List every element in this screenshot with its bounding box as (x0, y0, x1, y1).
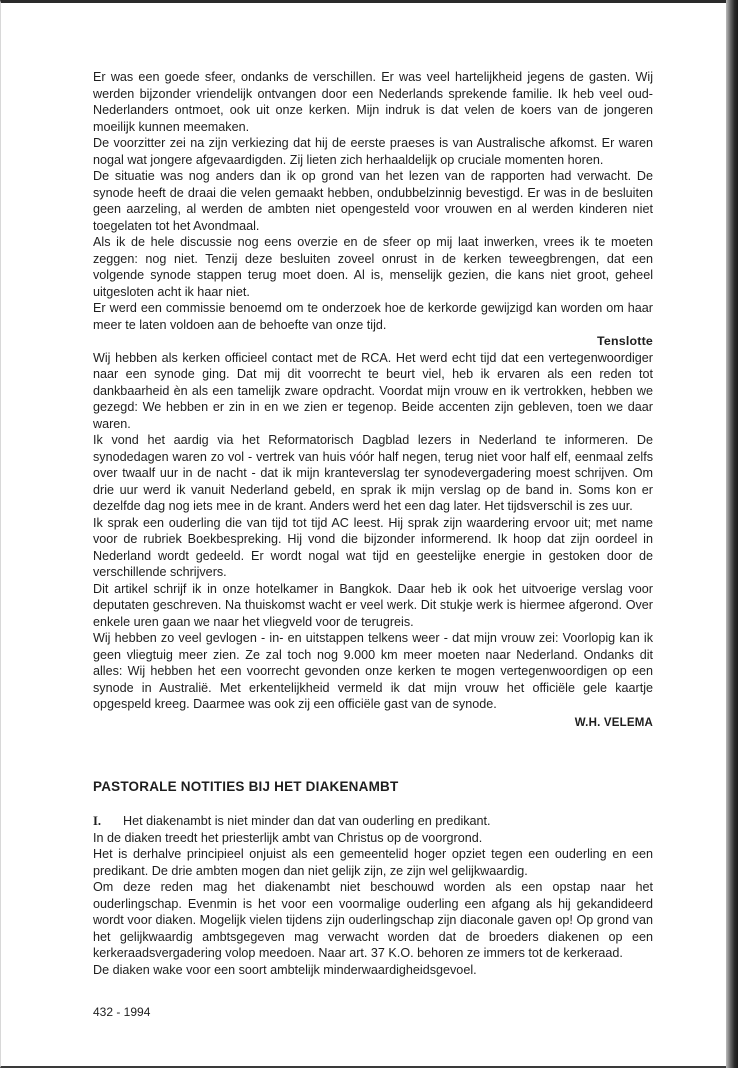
paragraph: Er was een goede sfeer, ondanks de verschillen. Er was veel hartelijkheid jegens de gasten. Wij werden bijzonder vriendelijk ontvangen door een Nederlands sprekende familie. Ik heb veel oud-Nederlanders ontmoet, ook uit onze kerken. Mijn indruk is dat velen de koers van de jongeren moeilijk kunnen meemaken. (93, 70, 653, 134)
paragraph: Wij hebben zo veel gevlogen - in- en uitstappen telkens weer - dat mijn vrouw zei: Voorlopig kan ik geen vliegtuig meer zien. Ze zal toch nog 9.000 km meer moeten naar Nederland. Ondanks dit alles: Wij hebben het een voorrecht gevonden onze kerken te mogen vertegenwoordigen op een synode in Australië. Met erkentelijkheid vermeld ik dat mijn vrouw het officiële gele kaartje opgespeld kreeg. Daarmee was ook zij een officiële gast van de synode. (93, 631, 653, 711)
paragraph: Om deze reden mag het diakenambt niet beschouwd worden als een opstap naar het ouderlingschap. Evenmin is het voor een voormalige ouderling een afgang als hij gekandideerd wordt voor diaken. Mogelijk vielen tijdens zijn ouderlingschap zijn diaconale gaven op! Op grond van het gelijkwaardig ambtsgegeven mag verwacht worden dat de broeders diakenen op een kerkeraadsvergadering volop meedoen. Naar art. 37 K.O. behoren ze immers tot de kerkeraad. (93, 880, 653, 960)
paragraph: Dit artikel schrijf ik in onze hotelkamer in Bangkok. Daar heb ik ook het uitvoerige verslag voor deputaten geschreven. Na thuiskomst wacht er veel werk. Dit stukje werk is hiermee afgerond. Over enkele uren gaan we naar het vliegveld voor de terugreis. (93, 581, 653, 629)
paragraph: Ik vond het aardig via het Reformatorisch Dagblad lezers in Nederland te informeren. De synodedagen waren zo vol - vertrek van huis vóór half negen, terug niet voor half elf, eenmaal zelfs over twaalf uur in de nacht - dat ik mijn kranteverslag ter synodevergadering moest schrijven. Om drie uur werd ik vanuit Nederland gebeld, en sprak ik mijn verslag op de band in. Soms kon er dezelfde dag nog iets mee in de krant. Anders werd het een dag later. Het tijdsverschil is zes uur. (93, 433, 653, 513)
section-signature-tenslotte: Tenslotte (597, 334, 653, 348)
author-signature: W.H. VELEMA (574, 716, 653, 729)
paragraph-text: Het diakenambt is niet minder dan dat van ouderling en predikant. (123, 814, 491, 828)
paragraph (93, 813, 653, 830)
section-numeral: I. (93, 814, 102, 828)
paragraph: De diaken wake voor een soort ambtelijk minderwaardigheidsgevoel. (93, 962, 477, 977)
paragraph: Wij hebben als kerken officieel contact met de RCA. Het werd echt tijd dat een vertegenwoordiger naar een synode ging. Dat mij dit voorrecht te beurt viel, heb ik ervaren als een reden tot dankbaarheid èn als een tamelijk zware opdracht. Voordat mijn vrouw en ik vertrokken, hebben we gezegd: We hebben er zin in en we zien er tegenop. Beide accenten zijn gebleven, toen we daar waren. (93, 350, 653, 431)
section-body (93, 813, 653, 978)
article-body (93, 69, 653, 731)
paragraph: De voorzitter zei na zijn verkiezing dat hij de eerste praeses is van Australische afkomst. Er waren nogal wat jongere afgevaardigden. Zij lieten zich herhaaldelijk op cruciale momenten horen. (93, 136, 653, 167)
page-number: 432 - 1994 (93, 1005, 151, 1019)
page-edge-shadow (726, 0, 738, 1068)
paragraph: In de diaken treedt het priesterlijk ambt van Christus op de voorgrond. (93, 830, 483, 845)
section-heading: PASTORALE NOTITIES BIJ HET DIAKENAMBT (93, 779, 399, 794)
paragraph: Als ik de hele discussie nog eens overzie en de sfeer op mij laat inwerken, vrees ik te moeten zeggen: nog niet. Tenzij deze besluiten zoveel onrust in de kerken teweegbrengen, dat een volgende synode stappen terug moet doen. Al is, menselijk gezien, die kans niet groot, geheel uitgesloten acht ik haar niet. (93, 235, 653, 299)
paragraph: Ik sprak een ouderling die van tijd tot tijd AC leest. Hij sprak zijn waardering ervoor uit; met name voor de rubriek Boekbespreking. Hij vond die bijzonder informerend. Ik hoop dat zijn oordeel in Nederland wordt gedeeld. Er wordt nogal wat tijd en geestelijke energie in gestoken door de verschillende schrijvers. (93, 515, 653, 579)
paragraph: Het is derhalve principieel onjuist als een gemeentelid hoger opziet tegen een ouderling en een predikant. De drie ambten mogen dan niet gelijk zijn, ze zijn wel gelijkwaardig. (93, 847, 653, 878)
paragraph: Er werd een commissie benoemd om te onderzoek hoe de kerkorde gewijzigd kan worden om haar meer te laten voldoen aan de behoefte van onze tijd. (93, 301, 653, 332)
paragraph: De situatie was nog anders dan ik op grond van het lezen van de rapporten had verwacht. De synode heeft de draai die velen gemaakt hebben, ondubbelzinnig bevestigd. Er was in de besluiten geen aarzeling, al werden de ambten niet opengesteld voor vrouwen en al werden kinderen niet toegelaten tot het Avondmaal. (93, 169, 653, 233)
